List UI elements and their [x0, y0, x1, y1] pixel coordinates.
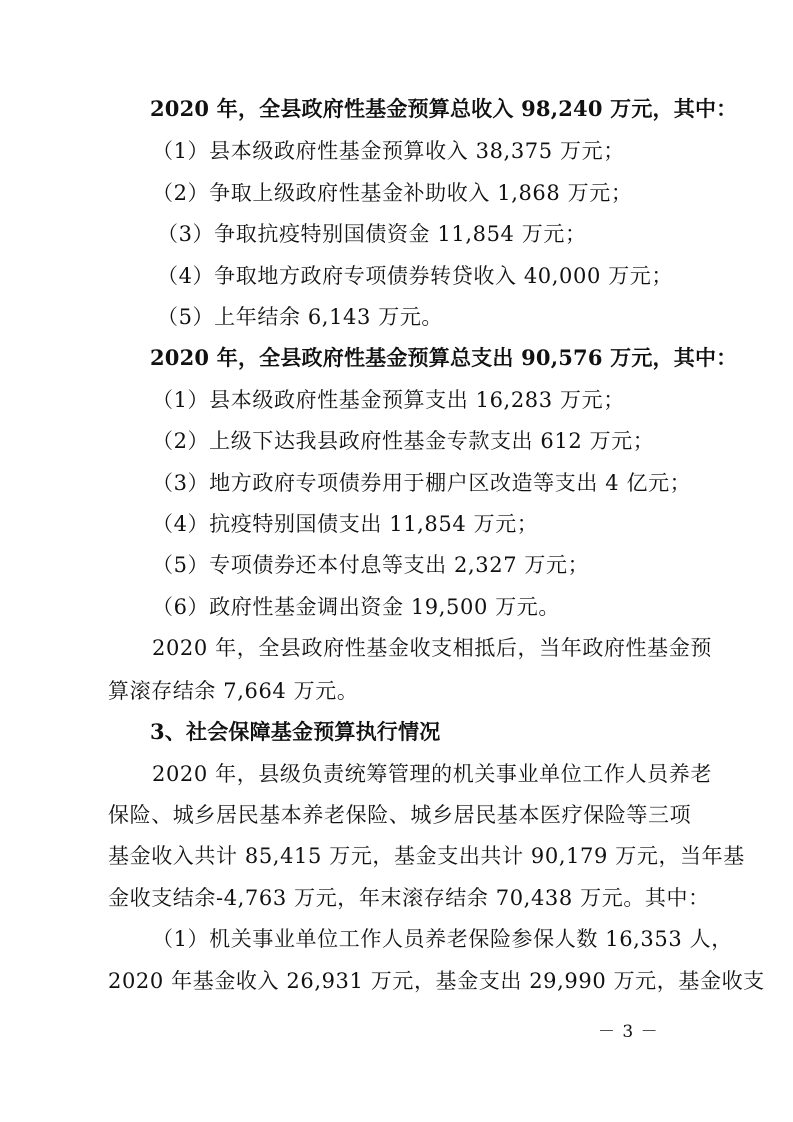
pension-item-line-1: （1）机关事业单位工作人员养老保险参保人数 16,353 人，	[152, 927, 733, 951]
expenditure-item-3: （3）地方政府专项债券用于棚户区改造等支出 4 亿元；	[152, 471, 692, 495]
social-security-paragraph-line-4: 金收支结余-4,763 万元，年末滚存结余 70,438 万元。其中：	[108, 886, 710, 910]
social-security-paragraph-line-2: 保险、城乡居民基本养老保险、城乡居民基本医疗保险等三项	[108, 803, 692, 827]
pension-item-line-2: 2020 年基金收入 26,931 万元，基金支出 29,990 万元，基金收支	[108, 969, 765, 993]
expenditure-item-5: （5）专项债券还本付息等支出 2,327 万元；	[152, 553, 590, 577]
fund-expenditure-heading: 2020 年，全县政府性基金预算总支出 90,576 万元，其中：	[150, 345, 738, 370]
fund-revenue-heading: 2020 年，全县政府性基金预算总收入 98,240 万元，其中：	[150, 96, 738, 121]
revenue-item-2: （2）争取上级政府性基金补助收入 1,868 万元；	[152, 181, 633, 205]
revenue-item-3: （3）争取抗疫特别国债资金 11,854 万元；	[157, 222, 587, 246]
revenue-item-4: （4）争取地方政府专项债券转贷收入 40,000 万元；	[157, 264, 673, 288]
expenditure-item-2: （2）上级下达我县政府性基金专款支出 612 万元；	[152, 429, 655, 453]
social-security-section-heading: 3、社会保障基金预算执行情况	[150, 719, 441, 744]
revenue-item-1: （1）县本级政府性基金预算收入 38,375 万元；	[152, 139, 625, 163]
fund-balance-paragraph-line-1: 2020 年，全县政府性基金收支相抵后，当年政府性基金预	[152, 636, 712, 660]
fund-balance-paragraph-line-2: 算滚存结余 7,664 万元。	[108, 679, 359, 703]
expenditure-item-1: （1）县本级政府性基金预算支出 16,283 万元；	[152, 388, 625, 412]
social-security-paragraph-line-1: 2020 年，县级负责统筹管理的机关事业单位工作人员养老	[152, 762, 712, 786]
page-number: － 3 －	[598, 1022, 659, 1042]
expenditure-item-4: （4）抗疫特别国债支出 11,854 万元；	[152, 512, 539, 536]
social-security-paragraph-line-3: 基金收入共计 85,415 万元，基金支出共计 90,179 万元，当年基	[108, 844, 745, 868]
revenue-item-5: （5）上年结余 6,143 万元。	[157, 305, 444, 329]
expenditure-item-6: （6）政府性基金调出资金 19,500 万元。	[152, 595, 560, 619]
